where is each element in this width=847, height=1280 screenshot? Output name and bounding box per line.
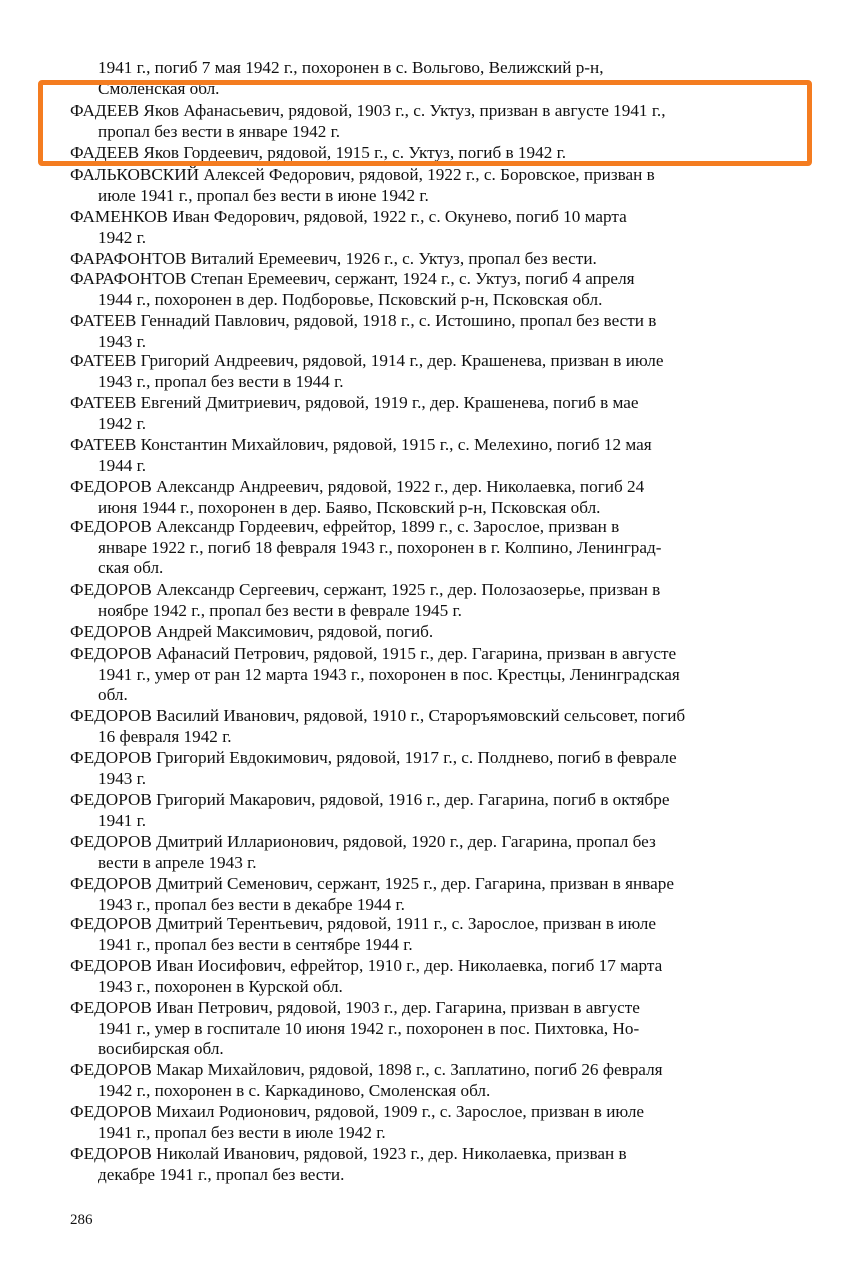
entry-line: ФАРАФОНТОВ Степан Еремеевич, сержант, 1924 г., с. Уктуз, погиб 4 апреля xyxy=(70,269,635,288)
entry-line: ФЕДОРОВ Дмитрий Терентьевич, рядовой, 1911 г., с. Зарослое, призван в июле xyxy=(70,914,656,933)
entry-line: 1943 г., пропал без вести в 1944 г. xyxy=(98,371,344,391)
entry-line: ФАМЕНКОВ Иван Федорович, рядовой, 1922 г., с. Окунево, погиб 10 марта xyxy=(70,207,627,226)
entry-5 xyxy=(70,249,801,270)
entry-line: 1944 г., похоронен в дер. Подборовье, Псковский р-н, Псковская обл. xyxy=(98,289,603,309)
entry-line: ФЕДОРОВ Афанасий Петрович, рядовой, 1915 г., дер. Гагарина, призван в августе xyxy=(70,644,677,663)
entry-21 xyxy=(70,914,801,955)
entry-line: Смоленская обл. xyxy=(98,78,220,98)
entry-line: ФЕДОРОВ Александр Гордеевич, ефрейтор, 1899 г., с. Зарослое, призван в xyxy=(70,517,620,536)
entry-4 xyxy=(70,207,801,248)
entry-17 xyxy=(70,748,801,789)
entry-22 xyxy=(70,956,801,997)
entry-24 xyxy=(70,1060,801,1101)
entry-line: вести в апреле 1943 г. xyxy=(98,852,257,872)
entry-line: ФАДЕЕВ Яков Афанасьевич, рядовой, 1903 г., с. Уктуз, призван в августе 1941 г., xyxy=(70,101,666,120)
entry-line: ФАТЕЕВ Геннадий Павлович, рядовой, 1918 г., с. Истошино, пропал без вести в xyxy=(70,311,657,330)
entry-line: январе 1922 г., погиб 18 февраля 1943 г., похоронен в г. Колпино, Ленинград- xyxy=(98,537,662,557)
entry-line: 1941 г. xyxy=(98,810,147,830)
entry-line: ФЕДОРОВ Андрей Максимович, рядовой, погиб. xyxy=(70,622,434,641)
entry-line: июня 1944 г., похоронен в дер. Баяво, Псковский р-н, Псковская обл. xyxy=(98,497,601,517)
entry-line: 1943 г., похоронен в Курской обл. xyxy=(98,976,343,996)
entry-16 xyxy=(70,706,801,747)
entry-9 xyxy=(70,393,801,434)
entry-line: ФЕДОРОВ Александр Сергеевич, сержант, 1925 г., дер. Полозаозерье, призван в xyxy=(70,580,661,599)
entry-line: 1943 г. xyxy=(98,331,147,351)
entry-12 xyxy=(70,517,801,579)
entry-20 xyxy=(70,874,801,915)
entry-line: ФЕДОРОВ Михаил Родионович, рядовой, 1909 г., с. Зарослое, призван в июле xyxy=(70,1102,645,1121)
entry-6 xyxy=(70,269,801,310)
entry-line: 1941 г., умер от ран 12 марта 1943 г., похоронен в пос. Крестцы, Ленинградская xyxy=(98,664,680,684)
entry-line: 1944 г. xyxy=(98,455,147,475)
entry-line: ФАРАФОНТОВ Виталий Еремеевич, 1926 г., с. Уктуз, пропал без вести. xyxy=(70,249,597,268)
entry-15 xyxy=(70,644,801,706)
entry-line: ФЕДОРОВ Дмитрий Семенович, сержант, 1925 г., дер. Гагарина, призван в январе xyxy=(70,874,674,893)
entry-14 xyxy=(70,622,801,643)
entry-10 xyxy=(70,435,801,476)
page-number: 286 xyxy=(70,1212,93,1228)
entry-line: ФЕДОРОВ Григорий Евдокимович, рядовой, 1917 г., с. Полднево, погиб в феврале xyxy=(70,748,677,767)
entry-line: ФЕДОРОВ Иван Иосифович, ефрейтор, 1910 г., дер. Николаевка, погиб 17 марта xyxy=(70,956,663,975)
entry-line: ФЕДОРОВ Иван Петрович, рядовой, 1903 г., дер. Гагарина, призван в августе xyxy=(70,998,640,1017)
entry-line: ская обл. xyxy=(98,558,164,577)
entry-line: 1941 г., пропал без вести в июле 1942 г. xyxy=(98,1122,386,1142)
entry-7 xyxy=(70,311,801,352)
entry-line: ФАДЕЕВ Яков Гордеевич, рядовой, 1915 г., с. Уктуз, погиб в 1942 г. xyxy=(70,143,567,162)
entry-line: июле 1941 г., пропал без вести в июне 1942 г. xyxy=(98,185,429,205)
entry-25 xyxy=(70,1102,801,1143)
entry-line: 1941 г., пропал без вести в сентябре 1944 г. xyxy=(98,934,413,954)
entry-11 xyxy=(70,477,801,518)
entry-line: восибирская обл. xyxy=(98,1039,224,1058)
entry-line: декабре 1941 г., пропал без вести. xyxy=(98,1164,345,1184)
entry-18 xyxy=(70,790,801,831)
entry-line: пропал без вести в январе 1942 г. xyxy=(98,121,341,141)
entry-line: 1941 г., погиб 7 мая 1942 г., похоронен в с. Вольгово, Велижский р-н, xyxy=(98,58,604,77)
entry-8 xyxy=(70,351,801,392)
entry-line: обл. xyxy=(98,685,128,704)
entry-line: ФЕДОРОВ Дмитрий Илларионович, рядовой, 1920 г., дер. Гагарина, пропал без xyxy=(70,832,656,851)
entry-line: ФЕДОРОВ Макар Михайлович, рядовой, 1898 г., с. Заплатино, погиб 26 февраля xyxy=(70,1060,663,1079)
entry-line: 16 февраля 1942 г. xyxy=(98,726,232,746)
entry-line: ФЕДОРОВ Николай Иванович, рядовой, 1923 г., дер. Николаевка, призван в xyxy=(70,1144,627,1163)
entry-3 xyxy=(70,165,801,206)
entry-line: ФАТЕЕВ Константин Михайлович, рядовой, 1915 г., с. Мелехино, погиб 12 мая xyxy=(70,435,652,454)
entry-line: 1943 г., пропал без вести в декабре 1944 г. xyxy=(98,894,405,914)
entry-23 xyxy=(70,998,801,1060)
entry-line: 1942 г. xyxy=(98,413,147,433)
entry-line: 1943 г. xyxy=(98,768,147,788)
entry-line: 1942 г., похоронен в с. Каркадиново, Смоленская обл. xyxy=(98,1080,491,1100)
entry-line: 1942 г. xyxy=(98,227,147,247)
entry-line: ФАТЕЕВ Евгений Дмитриевич, рядовой, 1919 г., дер. Крашенева, погиб в мае xyxy=(70,393,639,412)
highlight-box xyxy=(38,80,812,166)
entry-line: ноябре 1942 г., пропал без вести в феврале 1945 г. xyxy=(98,600,462,620)
entry-26 xyxy=(70,1144,801,1185)
entry-line: ФАТЕЕВ Григорий Андреевич, рядовой, 1914 г., дер. Крашенева, призван в июле xyxy=(70,351,664,370)
entry-line: ФЕДОРОВ Григорий Макарович, рядовой, 1916 г., дер. Гагарина, погиб в октябре xyxy=(70,790,670,809)
entry-line: 1941 г., умер в госпитале 10 июня 1942 г., похоронен в пос. Пихтовка, Но- xyxy=(98,1018,640,1038)
entry-19 xyxy=(70,832,801,873)
entry-line: ФЕДОРОВ Василий Иванович, рядовой, 1910 г., Староръямовский сельсовет, погиб xyxy=(70,706,686,725)
entry-line: ФАЛЬКОВСКИЙ Алексей Федорович, рядовой, 1922 г., с. Боровское, призван в xyxy=(70,165,655,184)
entry-line: ФЕДОРОВ Александр Андреевич, рядовой, 1922 г., дер. Николаевка, погиб 24 xyxy=(70,477,645,496)
entry-13 xyxy=(70,580,801,621)
